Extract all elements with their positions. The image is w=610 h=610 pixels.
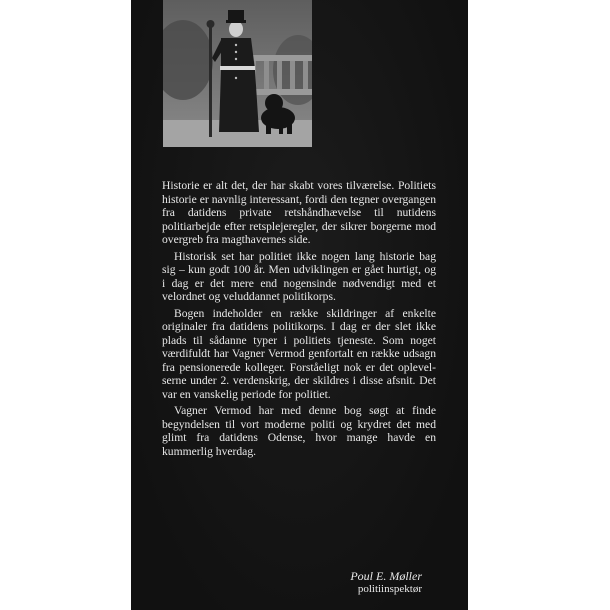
- blurb-paragraph-1: Historie er alt det, der har skabt vores tilværelse. Politiets historie er navnlig interessant, fordi den tegner overgangen fra datidens private retshåndhævelse til nutidens politiarbejde efter retsplejeregler, der sikrer borgerne mod overgreb fra magthavernes side.: [162, 179, 436, 246]
- signature-name: Poul E. Møller: [350, 569, 422, 583]
- blurb-paragraph-2: Historisk set har politiet ikke nogen lang historie bag sig – kun godt 100 år. Men udviklingen er gået hurtigt, og i dag er det mere end nogensinde nødvendigt med et velordnet og veluddannet politikorps.: [162, 249, 436, 303]
- vintage-policeman-with-dog-photo-icon: [163, 0, 312, 147]
- signature-block: [350, 569, 422, 595]
- policeman-photo: [163, 0, 312, 147]
- back-cover-blurb: [162, 179, 436, 461]
- blurb-paragraph-4: Vagner Vermod har med denne bog søgt at finde begyndelsen til vort moderne politi og krydret det med glimt fra datidens Odense, hvor mange havde en kummerlig hverdag.: [162, 404, 436, 458]
- book-back-cover: [131, 0, 468, 610]
- blurb-paragraph-3: Bogen indeholder en række skildringer af enkelte originaler fra datidens politikorps. I dag er der slet ikke plads til sådanne typer i politiets tjeneste. Som noget værdifuldt har Vagner Vermod genfortalt en række udsagn fra pensionerede kolleger. Forståeligt nok er det oplevelserne under 2. verdenskrig, der skildres i disse afsnit. Det var en vanskelig periode for politiet.: [162, 306, 436, 401]
- signature-title: politiinspektør: [357, 583, 422, 595]
